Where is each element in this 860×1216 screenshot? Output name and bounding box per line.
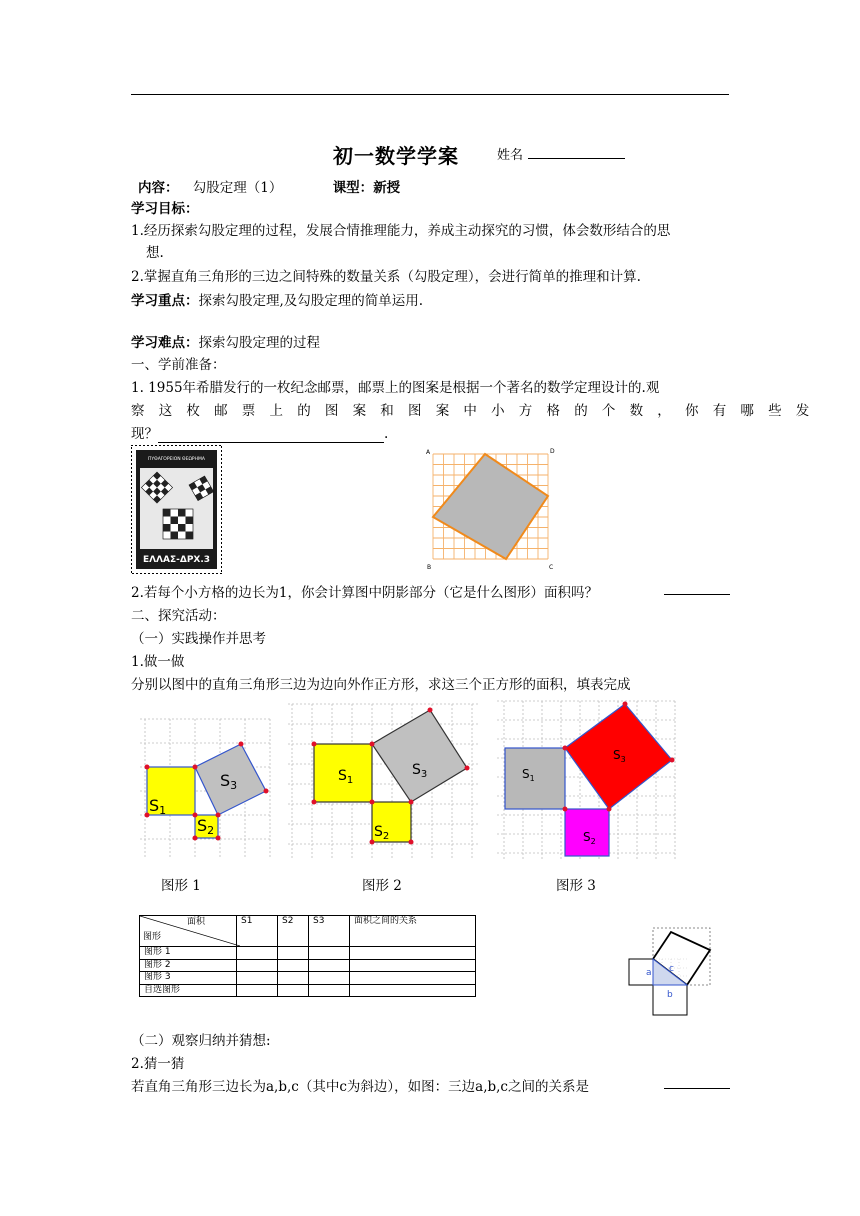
figure-2-caption: 图形 2 — [362, 878, 402, 894]
table-row-label: 图形 1 — [140, 947, 237, 960]
area-table — [139, 915, 476, 997]
answer-blank-1[interactable] — [158, 426, 384, 443]
do-title: 1.做一做 — [131, 654, 185, 670]
page-title: 初一数学学案 — [333, 144, 459, 168]
grid-figure — [424, 446, 559, 580]
stamp-top-text: ΠΥΘΑΓΟΡΕΙΟΝ ΘΕΩΡΗΜΑ — [148, 457, 205, 462]
name-blank[interactable] — [528, 158, 625, 159]
goal-item-1-cont: 想. — [146, 245, 164, 261]
prep-q1-line3 — [131, 422, 388, 443]
table-corner-top: 面积 — [187, 917, 206, 927]
goal-item-1: 1.经历探索勾股定理的过程，发展合情推理能力，养成主动探究的习惯，体会数形结合的思 — [131, 223, 671, 239]
prep-q2 — [131, 581, 598, 601]
table-cell[interactable] — [350, 947, 476, 960]
fig2-s1-label: $S_1$ — [338, 768, 354, 786]
table-header-s2: S2 — [278, 916, 309, 947]
observe-sub2: （二）观察归纳并猜想: — [131, 1033, 271, 1049]
table-cell[interactable] — [278, 959, 309, 972]
table-cell[interactable] — [309, 984, 350, 997]
meta-line — [138, 176, 400, 196]
explore-heading: 二、探究活动： — [131, 608, 226, 624]
figure-3-caption: 图形 3 — [556, 878, 596, 894]
prep-q1-line2 — [131, 399, 824, 419]
fig3-s2-label: $S_2$ — [583, 830, 596, 846]
table-cell[interactable] — [350, 959, 476, 972]
figure-1 — [140, 716, 275, 862]
label-b: b — [667, 990, 673, 1000]
keypoint-text: 探索勾股定理,及勾股定理的简单运用. — [198, 293, 424, 309]
table-cell[interactable] — [278, 947, 309, 960]
figure-2 — [288, 702, 483, 862]
answer-blank-3[interactable] — [664, 1076, 730, 1089]
table-row — [140, 959, 476, 972]
label-a: a — [646, 968, 652, 978]
type-value: 新授 — [373, 180, 401, 196]
table-row — [140, 984, 476, 997]
grid-label-c: C — [549, 564, 554, 571]
table-cell[interactable] — [309, 947, 350, 960]
prep-q2-text: 2.若每个小方格的边长为1，你会计算图中阴影部分（它是什么图形）面积吗？ — [131, 585, 598, 601]
prep-q1-line2-text: 察这枚邮票上的图案和图案中小方格的个数，你有哪些发 — [131, 403, 824, 419]
table-header-s3: S3 — [309, 916, 350, 947]
keypoint-line — [131, 289, 423, 309]
stamp-bottom-text: ΕΛΛΑΣ-ΔΡΧ.3 — [142, 555, 211, 565]
table-row-label: 自选图形 — [140, 984, 237, 997]
difficulty-label: 学习难点： — [131, 335, 199, 351]
stamp-image — [131, 445, 222, 574]
difficulty-line — [131, 331, 320, 351]
grid-label-b: B — [427, 564, 432, 571]
fig3-s3-label: $S_3$ — [613, 748, 626, 764]
answer-blank-2[interactable] — [664, 582, 730, 595]
fig1-s3-label: S3 — [220, 771, 238, 792]
grid-label-a: A — [426, 449, 431, 456]
prep-q1-line3-prefix: 现？ — [131, 426, 158, 442]
difficulty-text: 探索勾股定理的过程 — [198, 335, 320, 351]
table-cell[interactable] — [237, 947, 278, 960]
table-cell[interactable] — [278, 984, 309, 997]
type-label: 课型： — [332, 180, 374, 196]
keypoint-label: 学习重点： — [131, 293, 199, 309]
table-cell[interactable] — [350, 972, 476, 985]
label-c: c — [669, 964, 674, 974]
shaded-square — [433, 454, 548, 559]
grid-label-d: D — [550, 448, 555, 455]
table-row — [140, 947, 476, 960]
fig1-s2-label: S2 — [197, 816, 215, 837]
abc-figure — [626, 924, 714, 1017]
fig3-s1-label: $S_1$ — [522, 767, 535, 783]
s1-square — [505, 748, 565, 809]
table-row-label: 图形 3 — [140, 972, 237, 985]
name-label: 姓名 — [497, 148, 524, 163]
guess-title: 2.猜一猜 — [131, 1056, 185, 1072]
prep-q1-line1: 1. 1955年希腊发行的一枚纪念邮票，邮票上的图案是根据一个著名的数学定理设计的.观 — [131, 380, 660, 396]
table-header-s1: S1 — [237, 916, 278, 947]
do-text: 分别以图中的直角三角形三边为边向外作正方形，求这三个正方形的面积，填表完成 — [131, 677, 631, 693]
goal-item-2: 2.掌握直角三角形的三边之间特殊的数量关系（勾股定理），会进行简单的推理和计算. — [131, 269, 641, 285]
fig2-s3-label: $S_3$ — [412, 762, 428, 780]
table-cell[interactable] — [237, 972, 278, 985]
content-value: 勾股定理（1） — [192, 180, 283, 196]
header-rule — [131, 94, 729, 95]
prep-q1-line3-suffix: . — [384, 426, 389, 442]
stamp-bottom-square — [163, 509, 193, 539]
table-cell[interactable] — [309, 959, 350, 972]
table-corner-bottom: 图形 — [143, 932, 162, 942]
goals-heading: 学习目标： — [131, 201, 199, 217]
table-header-relation: 面积之间的关系 — [350, 916, 476, 947]
prep-heading: 一、学前准备： — [131, 357, 226, 373]
fig2-s2-label: $S_2$ — [374, 824, 390, 842]
guess-text: 若直角三角形三边长为a,b,c（其中c为斜边），如图：三边a,b,c之间的关系是 — [131, 1079, 589, 1095]
table-cell[interactable] — [278, 972, 309, 985]
table-cell[interactable] — [237, 984, 278, 997]
table-row-label: 图形 2 — [140, 959, 237, 972]
figure-3 — [497, 698, 677, 864]
figure-1-caption: 图形 1 — [161, 878, 201, 894]
table-row — [140, 972, 476, 985]
table-cell[interactable] — [350, 984, 476, 997]
table-cell[interactable] — [237, 959, 278, 972]
explore-sub1: （一）实践操作并思考 — [131, 631, 266, 647]
content-label: 内容： — [138, 180, 179, 196]
fig1-s1-label: S1 — [149, 796, 167, 817]
table-corner-cell — [140, 916, 237, 947]
table-cell[interactable] — [309, 972, 350, 985]
